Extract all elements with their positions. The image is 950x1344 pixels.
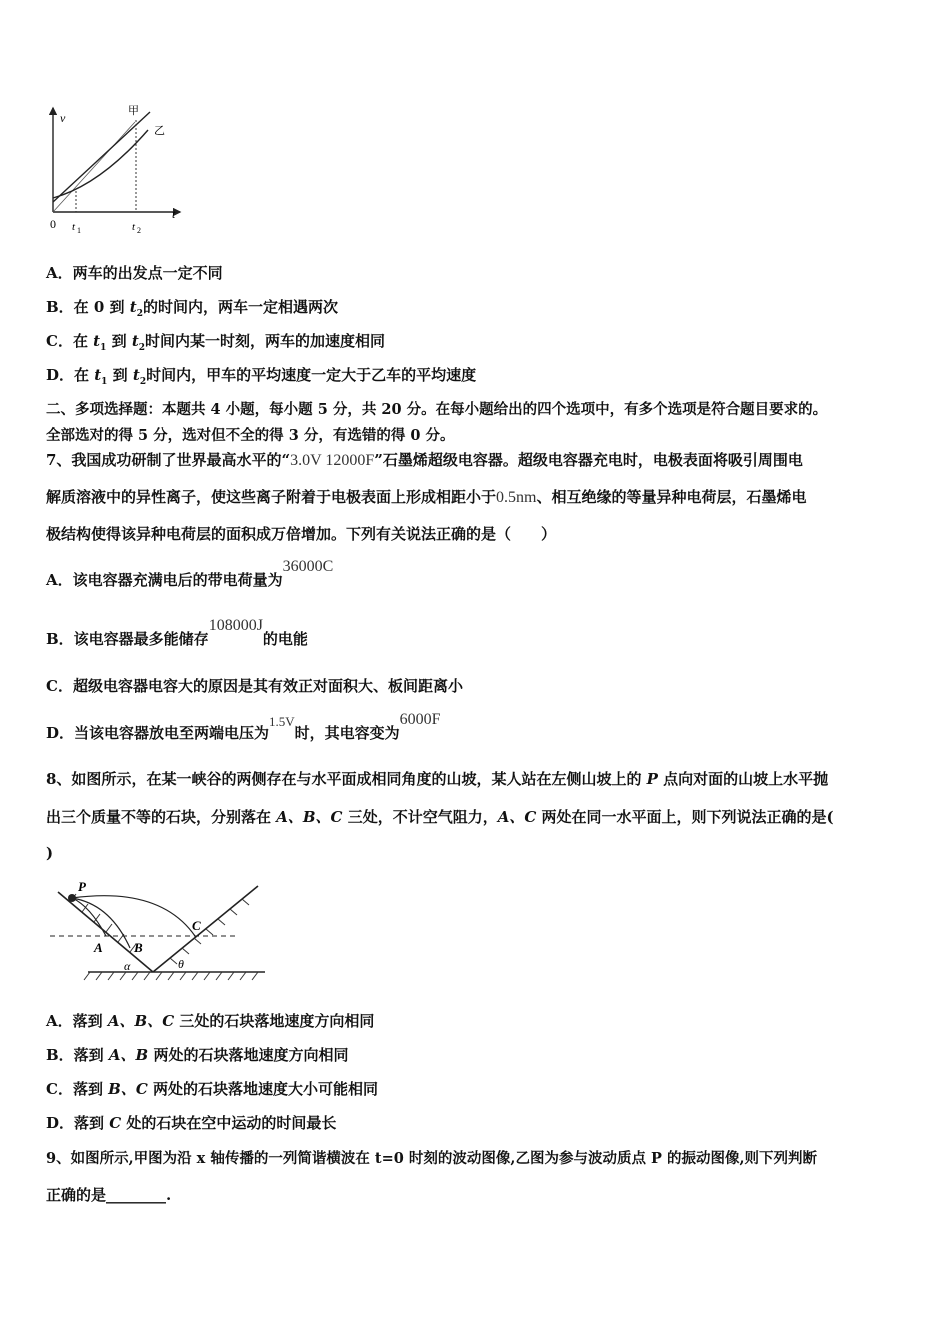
label-a: A (94, 940, 103, 955)
q9-line2: 正确的是________. (46, 1186, 172, 1204)
q7-option-a[interactable] (46, 558, 334, 590)
q7-line1 (46, 449, 803, 470)
q7-b-val: 108000J (208, 617, 263, 634)
trajectory-c (72, 896, 195, 936)
q8-l2-abc: A、B、C (276, 808, 343, 826)
q7-a-val: 36000C (282, 558, 334, 575)
q6-option-b[interactable] (46, 296, 338, 319)
label-c: C (192, 918, 201, 933)
q8-l1-pre: 8、如图所示，在某一峡谷的两侧存在与水平面成相同角度的山坡，某人站在左侧山坡上的 (46, 770, 647, 788)
q6-c-pre: C．在 (46, 332, 94, 350)
axis-v-label: v (60, 111, 66, 125)
q8-a-var: A、B、C (107, 1012, 175, 1030)
q7-l1-post: ”石墨烯超级电容器。超级电容器充电时，电极表面将吸引周围电 (374, 451, 803, 469)
q7-option-d[interactable] (46, 711, 441, 743)
q8-option-a[interactable] (46, 1010, 374, 1031)
label-theta: θ (178, 957, 184, 971)
section2-line1: 二、多项选择题：本题共 4 小题，每小题 5 分，共 20 分。在每小题给出的四个选项中，有多个选项是符合题目要求的。 (46, 401, 828, 418)
q6-d-post: 时间内，甲车的平均速度一定大于乙车的平均速度 (146, 366, 477, 384)
q8-b-pre: B．落到 (46, 1046, 109, 1064)
q8-l2-post: 两处在同一水平面上，则下列说法正确的是( (536, 808, 834, 826)
q6-c-post: 时间内某一时刻，两车的加速度相同 (145, 332, 386, 350)
q8-c-post: 两处的石块落地速度大小可能相同 (147, 1080, 379, 1098)
origin-label: 0 (50, 217, 56, 231)
t2-sub: 2 (137, 226, 141, 235)
left-slope (58, 892, 153, 972)
q7-b-pre: B．该电容器最多能储存 (46, 630, 209, 648)
q6-option-c[interactable] (46, 330, 385, 353)
t2-label: t (132, 221, 136, 233)
q8-b-var: A、B (108, 1046, 149, 1064)
q6-b-sub: 2 (136, 309, 143, 319)
q6-b-post: 的时间内，两车一定相遇两次 (143, 298, 339, 316)
q7-l1-pre: 7、我国成功研制了世界最高水平的“ (46, 451, 291, 469)
q7-l2-val: 0.5nm (496, 489, 537, 506)
q6-d-sub2: 2 (139, 377, 147, 387)
canyon-figure (50, 874, 270, 986)
person-point-p (68, 894, 76, 902)
q8-l2-ac: A、C (497, 808, 537, 826)
q7-d-mid: 时，其电容变为 (294, 724, 400, 742)
q6-c-mid: 到 (106, 332, 132, 350)
q7-a-pre: A．该电容器充满电后的带电荷量为 (46, 571, 283, 589)
q8-l1-post: 点向对面的山坡上水平抛 (657, 770, 829, 788)
q6-option-d[interactable] (46, 364, 476, 387)
ground-hatch (84, 972, 258, 980)
q8-line3: ) (46, 844, 54, 862)
vt-graph-figure (40, 100, 200, 240)
q8-c-pre: C．落到 (46, 1080, 109, 1098)
q7-option-c[interactable]: C．超级电容器电容大的原因是其有效正对面积大、板间距离小 (46, 677, 463, 695)
q8-l2-pre: 出三个质量不等的石块，分别落在 (46, 808, 277, 826)
right-slope-hatch (170, 899, 249, 964)
axis-t-label: t (172, 207, 176, 221)
t1-sub: 1 (77, 226, 81, 235)
q8-l1-p: P (646, 770, 658, 788)
q7-l2-post: 、相互绝缘的等量异种电荷层，石墨烯电 (536, 488, 807, 506)
q6-d-pre: D．在 (46, 366, 95, 384)
q8-line2 (46, 806, 834, 827)
q6-c-sub2: 2 (138, 343, 146, 353)
q7-d-val2: 6000F (399, 711, 441, 728)
q6-d-var2: t (132, 366, 140, 384)
q7-option-b[interactable] (46, 617, 308, 649)
q6-d-sub1: 1 (101, 377, 108, 387)
q8-b-post: 两处的石块落地速度方向相同 (148, 1046, 349, 1064)
q8-a-post: 三处的石块落地速度方向相同 (174, 1012, 375, 1030)
label-alpha: α (124, 959, 131, 973)
guide-line (53, 122, 135, 212)
q6-c-var2: t (131, 332, 139, 350)
curve-yi-label: 乙 (154, 125, 165, 137)
q8-d-var: C (109, 1114, 122, 1132)
q8-d-post: 处的石块在空中运动的时间最长 (121, 1114, 337, 1132)
q7-l2-pre: 解质溶液中的异性离子，使这些离子附着于电极表面上形成相距小于 (46, 488, 497, 506)
q8-c-var: B、C (108, 1080, 148, 1098)
q6-d-mid: 到 (107, 366, 133, 384)
q9-line1: 9、如图所示,甲图为沿 x 轴传播的一列简谐横波在 t=0 时刻的波动图像,乙图为参与波动质点 P 的振动图像,则下列判断 (46, 1150, 818, 1167)
q6-option-a[interactable]: A．两车的出发点一定不同 (46, 264, 223, 282)
q8-a-pre: A．落到 (46, 1012, 108, 1030)
q7-d-pre: D．当该电容器放电至两端电压为 (46, 724, 270, 742)
q8-l2-mid: 三处，不计空气阻力， (342, 808, 498, 826)
q6-c-var1: t (93, 332, 101, 350)
label-p: P (78, 879, 86, 894)
q6-d-var1: t (94, 366, 102, 384)
t1-label: t (72, 221, 76, 233)
q7-line3: 极结构使得该异种电荷层的面积成万倍增加。下列有关说法正确的是（ ） (46, 525, 557, 543)
q7-l1-val: 3.0V 12000F (290, 452, 375, 469)
q7-line2 (46, 486, 806, 507)
curve-jia-label: 甲 (128, 105, 139, 117)
section2-line2: 全部选对的得 5 分，选对但不全的得 3 分，有选错的得 0 分。 (46, 427, 455, 444)
q6-c-sub1: 1 (100, 343, 107, 353)
q8-option-b[interactable] (46, 1044, 348, 1065)
curve-jia (53, 112, 150, 202)
label-b: B (134, 940, 143, 955)
q6-b-pre: B．在 0 到 (46, 298, 130, 316)
trajectory-a (72, 898, 106, 936)
q7-d-val1: 1.5V (269, 714, 295, 729)
q8-line1 (46, 768, 828, 789)
q8-option-d[interactable] (46, 1112, 336, 1133)
q6-b-var: t (129, 298, 137, 316)
q7-b-post: 的电能 (262, 630, 308, 648)
curve-yi (53, 130, 148, 198)
q8-option-c[interactable] (46, 1078, 378, 1099)
q8-d-pre: D．落到 (46, 1114, 110, 1132)
